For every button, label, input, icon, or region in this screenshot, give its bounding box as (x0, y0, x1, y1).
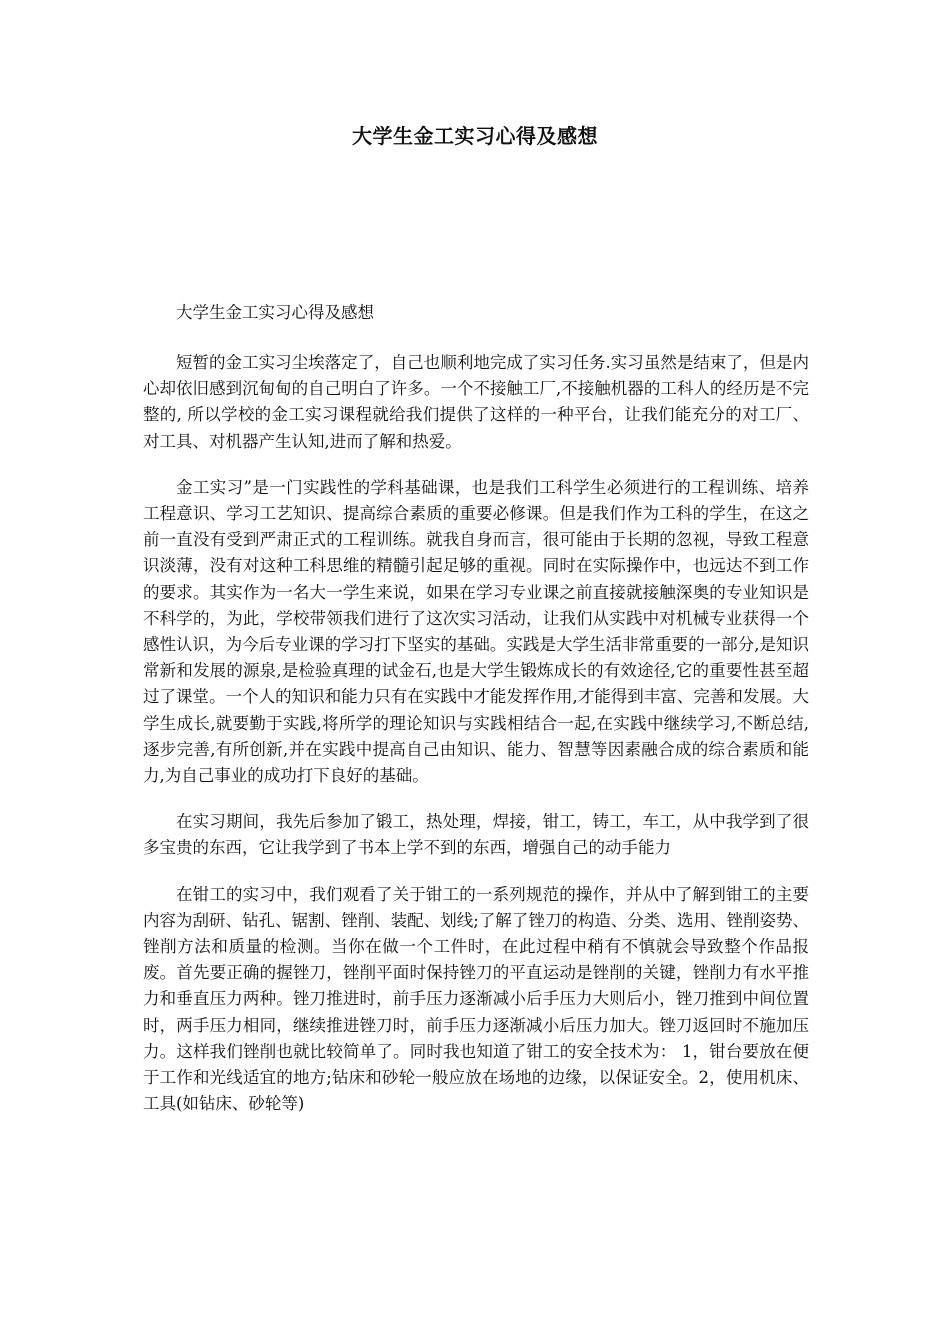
paragraph-fitter-practice: 在钳工的实习中，我们观看了关于钳工的一系列规范的操作，并从中了解到钳工的主要内容为刮研、钻孔、锯割、锉削、装配、划线;了解了锉刀的构造、分类、选用、锉削姿势、锉削方法和质量的检测。当你在做一个工件时，在此过程中稍有不慎就会导致整个作品报废。首先要正确的握锉刀，锉削平面时保持锉刀的平直运动是锉削的关键，锉削力有水平推力和垂直压力两种。锉刀推进时，前手压力逐渐减小后手压力大则后小，锉刀推到中间位置时，两手压力相同，继续推进锉刀时，前手压力逐渐减小后压力加大。锉刀返回时不施加压力。这样我们锉削也就比较简单了。同时我也知道了钳工的安全技术为： 1，钳台要放在便于工作和光线适宜的地方;钻床和砂轮一般应放在场地的边缘，以保证安全。2，使用机床、工具(如钻床、砂轮等) (143, 884, 809, 1114)
paragraph-intro: 短暂的金工实习尘埃落定了，自己也顺利地完成了实习任务.实习虽然是结束了，但是内心却依旧感到沉甸甸的自己明白了许多。一个不接触工厂,不接触机器的工科人的经历是不完整的, 所以学校的金工实习课程就给我们提供了这样的一种平台，让我们能充分的对工厂、对工具、对机器产生认知,进而了解和热爱。 (143, 353, 809, 451)
document-title: 大学生金工实习心得及感想 (352, 124, 598, 148)
document-body (143, 300, 809, 1137)
document-subtitle: 大学生金工实习心得及感想 (176, 303, 374, 322)
paragraph-course-significance: 金工实习”是一门实践性的学科基础课，也是我们工科学生必须进行的工程训练、培养工程意识、学习工艺知识、提高综合素质的重要必修课。但是我们作为工科的学生，在这之前一直没有受到严肃正式的工程训练。就我自身而言，很可能由于长期的忽视，导致工程意识淡薄，没有对这种工科思维的精髓引起足够的重视。同时在实际操作中，也远达不到工作的要求。其实作为一名大一学生来说，如果在学习专业课之前直接就接触深奥的专业知识是不科学的，为此，学校带领我们进行了这次实习活动，让我们从实践中对机械专业获得一个感性认识，为今后专业课的学习打下坚实的基础。实践是大学生活非常重要的一部分,是知识常新和发展的源泉,是检验真理的试金石,也是大学生锻炼成长的有效途径,它的重要性甚至超过了课堂。一个人的知识和能力只有在实践中才能发挥作用,才能得到丰富、完善和发展。大学生成长,就要勤于实践,将所学的理论知识与实践相结合一起,在实践中继续学习,不断总结,逐步完善,有所创新,并在实践中提高自己由知识、能力、智慧等因素融合成的综合素质和能力,为自己事业的成功打下良好的基础。 (143, 477, 809, 786)
paragraph-internship-period: 在实习期间，我先后参加了锻工，热处理，焊接，钳工，铸工，车工，从中我学到了很多宝贵的东西，它让我学到了书本上学不到的东西，增强自己的动手能力 (143, 812, 809, 858)
